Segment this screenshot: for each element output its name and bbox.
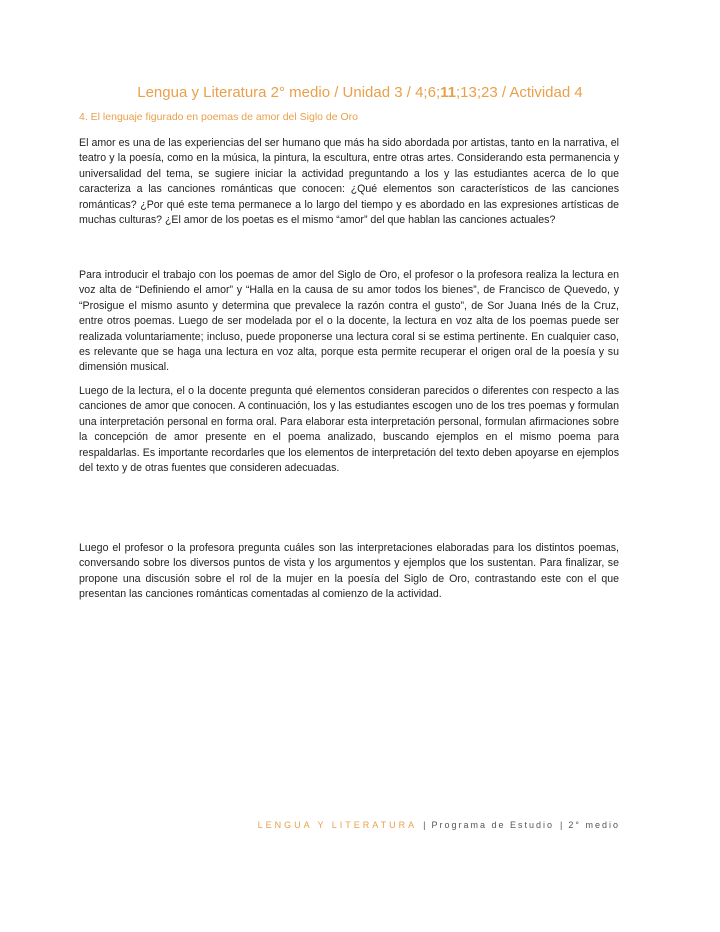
page-title-prefix: Lengua y Literatura 2° medio / Unidad 3 / 4;6; [137, 84, 441, 101]
body-paragraph-3: Luego de la lectura, el o la docente pregunta qué elementos consideran parecidos o diferentes con respecto a las canciones de amor que conocen. A continuación, los y las estudiantes escogen uno de los tres poemas y formulan una interpretación personal en forma oral. Para elaborar esta interpretación personal, formulan afirmaciones sobre la concepción de amor presente en el poema analizado, buscando ejemplos en el mismo poema para respaldarlas. Es importante recordarles que los elementos de interpretación del texto deben apoyarse en ejemplos del texto y de otras fuentes que consideren adecuadas. [79, 385, 619, 475]
body-paragraph-2: Para introducir el trabajo con los poemas de amor del Siglo de Oro, el profesor o la profesora realiza la lectura en voz alta de “Definiendo el amor” y “Halla en la causa de su amor todos los bienes”, de Francisco de Quevedo, y “Prosigue el mismo asunto y determina que prevalece la razón contra el gusto”, de Sor Juana Inés de la Cruz, entre otros poemas. Luego de ser modelada por el o la docente, la lectura en voz alta de los poemas puede ser realizada voluntariamente; incluso, puede proponerse una lectura coral si se estima pertinente. En cualquier caso, es relevante que se haga una lectura en voz alta, porque esta permite recuperar el origen oral de la poesía y su dimensión musical. [79, 269, 619, 374]
page-footer [258, 820, 620, 830]
body-paragraph-4: Luego el profesor o la profesora pregunta cuáles son las interpretaciones elaboradas para los distintos poemas, conversando sobre los diversos puntos de vista y los argumentos y ejemplos que los sustentan. Para finalizar, se propone una discusión sobre el rol de la mujer en la poesía del Siglo de Oro, contrastando este con el que presentan las canciones románticas comentadas al comienzo de la actividad. [79, 542, 619, 601]
page-title-bold-code: 11 [440, 84, 456, 101]
page-title [0, 84, 720, 101]
page-title-suffix: ;13;23 / Actividad 4 [455, 84, 583, 101]
footer-separator-2: | [560, 820, 563, 830]
footer-grade: 2° medio [568, 820, 620, 830]
footer-program: Programa de Estudio [431, 820, 555, 830]
section-heading: 4. El lenguaje figurado en poemas de amor del Siglo de Oro [79, 111, 359, 123]
footer-separator-1: | [423, 820, 426, 830]
body-paragraph-1: El amor es una de las experiencias del ser humano que más ha sido abordada por artistas, tanto en la narrativa, el teatro y la poesía, como en la música, la pintura, la escultura, entre otras artes. Considerando esta permanencia y universalidad del tema, se sugiere iniciar la actividad preguntando a los y las estudiantes acerca de lo que caracteriza a las canciones románticas que conocen: ¿Qué elementos son característicos de las canciones románticas? ¿Por qué este tema permanece a lo largo del tiempo y es abordado en las expresiones artísticas de muchas culturas? ¿El amor de los poetas es el mismo “amor” del que hablan las canciones actuales? [79, 137, 619, 227]
footer-subject: LENGUA Y LITERATURA [257, 820, 418, 830]
